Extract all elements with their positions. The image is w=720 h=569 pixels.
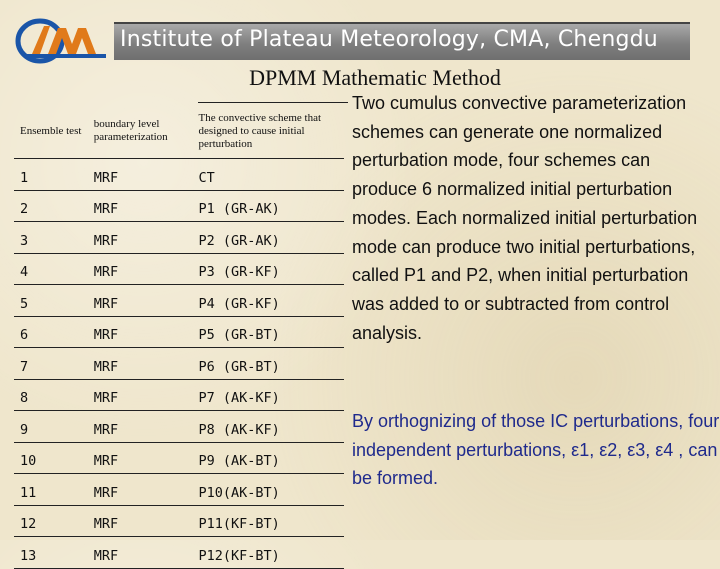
- boundary-level-cell: MRF: [94, 316, 199, 348]
- boundary-level-cell: MRF: [94, 474, 199, 506]
- ensemble-test-cell: 11: [14, 474, 94, 506]
- convective-scheme-cell: P3 (GR-KF): [199, 253, 344, 285]
- boundary-level-cell: MRF: [94, 348, 199, 380]
- column-header-ensemble-test: Ensemble test: [14, 104, 94, 159]
- convective-scheme-cell: P12(KF-BT): [199, 537, 344, 569]
- table-row: [14, 253, 344, 285]
- convective-scheme-cell: P8 (AK-KF): [199, 411, 344, 443]
- table-row: [14, 222, 344, 254]
- boundary-level-cell: MRF: [94, 190, 199, 222]
- institute-title: Institute of Plateau Meteorology, CMA, Chengdu: [120, 27, 658, 52]
- ensemble-test-cell: 9: [14, 411, 94, 443]
- convective-scheme-cell: P7 (AK-KF): [199, 379, 344, 411]
- boundary-level-cell: MRF: [94, 442, 199, 474]
- convective-scheme-cell: P2 (GR-AK): [199, 222, 344, 254]
- boundary-level-cell: MRF: [94, 379, 199, 411]
- ensemble-test-cell: 12: [14, 505, 94, 537]
- table-top-rule: [198, 102, 348, 103]
- table-row: [14, 159, 344, 191]
- ensemble-test-cell: 10: [14, 442, 94, 474]
- ensemble-test-cell: 5: [14, 285, 94, 317]
- ensemble-test-cell: 1: [14, 159, 94, 191]
- convective-scheme-cell: P6 (GR-BT): [199, 348, 344, 380]
- table-row: [14, 505, 344, 537]
- ensemble-test-cell: 6: [14, 316, 94, 348]
- convective-scheme-cell: P1 (GR-AK): [199, 190, 344, 222]
- ensemble-test-cell: 2: [14, 190, 94, 222]
- table-header-row: [14, 104, 344, 159]
- boundary-level-cell: MRF: [94, 222, 199, 254]
- boundary-level-cell: MRF: [94, 411, 199, 443]
- convective-scheme-cell: P9 (AK-BT): [199, 442, 344, 474]
- boundary-level-cell: MRF: [94, 285, 199, 317]
- ensemble-table: [14, 104, 344, 569]
- convective-scheme-cell: P5 (GR-BT): [199, 316, 344, 348]
- table-row: [14, 190, 344, 222]
- table-row: [14, 285, 344, 317]
- institute-logo: [14, 14, 112, 66]
- convective-scheme-cell: P11(KF-BT): [199, 505, 344, 537]
- header-banner: [114, 22, 690, 60]
- table-row: [14, 316, 344, 348]
- orthogonalization-note: By orthognizing of those IC perturbations, four independent perturbations, ε1, ε2, ε3, ε4 , can be formed.: [352, 411, 720, 489]
- column-header-convective-scheme: The convective scheme that designed to cause initial perturbation: [199, 104, 344, 159]
- table-row: [14, 411, 344, 443]
- boundary-level-cell: MRF: [94, 537, 199, 569]
- convective-scheme-cell: P4 (GR-KF): [199, 285, 344, 317]
- slide-title: DPMM Mathematic Method: [249, 65, 501, 90]
- ensemble-test-cell: 8: [14, 379, 94, 411]
- boundary-level-cell: MRF: [94, 505, 199, 537]
- table-row: [14, 379, 344, 411]
- column-header-boundary-level: boundary level parameterization: [94, 104, 199, 159]
- table-row: [14, 348, 344, 380]
- ensemble-test-cell: 4: [14, 253, 94, 285]
- table-row: [14, 537, 344, 569]
- ensemble-test-cell: 7: [14, 348, 94, 380]
- convective-scheme-cell: CT: [199, 159, 344, 191]
- ensemble-test-cell: 3: [14, 222, 94, 254]
- table-row: [14, 442, 344, 474]
- ensemble-test-cell: 13: [14, 537, 94, 569]
- perturbation-description: Two cumulus convective parameterization schemes can generate one normalized perturbation mode, four schemes can produce 6 normalized initial perturbation modes. Each normalized initial perturbation mode can produce two initial perturbations, called P1 and P2, when initial perturbation was added to or subtracted from control analysis.: [352, 93, 698, 343]
- table-row: [14, 474, 344, 506]
- boundary-level-cell: MRF: [94, 159, 199, 191]
- boundary-level-cell: MRF: [94, 253, 199, 285]
- convective-scheme-cell: P10(AK-BT): [199, 474, 344, 506]
